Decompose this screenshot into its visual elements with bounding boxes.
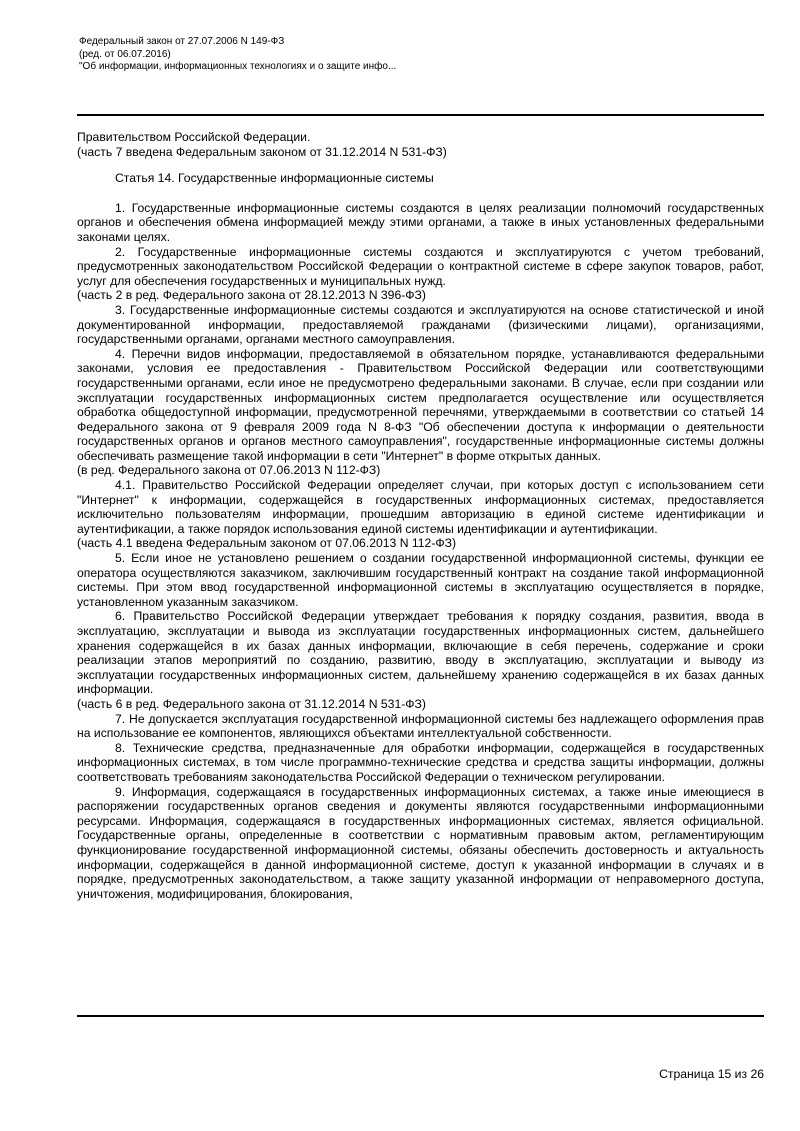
header-revision: (ред. от 06.07.2016) <box>79 48 171 60</box>
paragraph-4-note: (в ред. Федерального закона от 07.06.2013 N 112-ФЗ) <box>77 463 381 478</box>
paragraph-5: 5. Если иное не установлено решением о создании государственной информационной системы, функции ее оператора осуществляются заказчиком, заключившим государственный контракт на создание такой информационной системы. При этом ввод государственной информационной системы в эксплуатацию осуществляется в порядке, установленном указанным заказчиком. <box>77 551 764 609</box>
paragraph-7: 7. Не допускается эксплуатация государственной информационной системы без надлежащего оформления прав на использование ее компонентов, являющихся объектами интеллектуальной собственности. <box>77 711 764 741</box>
document-header <box>79 36 729 74</box>
paragraph-1: 1. Государственные информационные системы создаются в целях реализации полномочий государственных органов и обеспечения обмена информацией между этими органами, а также в иных установленных федеральными законами целях. <box>77 200 764 244</box>
header-divider <box>77 114 764 116</box>
paragraph-8: 8. Технические средства, предназначенные для обработки информации, содержащейся в государственных информационных системах, в том числе программно-технические средства и средства защиты информации, должны соответствовать требованиям законодательства Российской Федерации о техническом регулировании. <box>77 740 764 784</box>
paragraph-6-note: (часть 6 в ред. Федерального закона от 31.12.2014 N 531-ФЗ) <box>77 696 426 711</box>
document-body <box>77 130 764 901</box>
paragraph-4-1-note: (часть 4.1 введена Федеральным законом от 07.06.2013 N 112-ФЗ) <box>77 536 457 551</box>
paragraph-6: 6. Правительство Российской Федерации утверждает требования к порядку создания, развития, ввода в эксплуатацию, эксплуатации и вывода из эксплуатации государственных информационных систем, дальнейшего хранения содержащейся в их базах данных информации, включающие в себя перечень, содержание и сроки реализации этапов мероприятий по созданию, развитию, вводу в эксплуатацию, эксплуатации и выводу из эксплуатации государственных информационных систем, дальнейшему хранению содержащейся в их базах данных информации. <box>77 609 764 697</box>
article-title: Статья 14. Государственные информационные системы <box>115 171 434 186</box>
paragraph-4: 4. Перечни видов информации, предоставляемой в обязательном порядке, устанавливаются федеральными законами, условия ее предоставления - Правительством Российской Федерации или соответствующими государственными органами, если иное не предусмотрено федеральными законами. В случае, если при создании или эксплуатации государственных информационных систем предполагается осуществление или осуществляется обработка общедоступной информации, предусмотренной перечнями, утверждаемыми в соответствии со статьей 14 Федерального закона от 9 февраля 2009 года N 8-ФЗ "Об обеспечении доступа к информации о деятельности государственных органов и органов местного самоуправления", государственные информационные системы должны обеспечивать размещение такой информации в сети "Интернет" в форме открытых данных. <box>77 346 764 463</box>
footer-divider <box>77 1015 764 1017</box>
paragraph-9: 9. Информация, содержащаяся в государственных информационных системах, а также иные имеющиеся в распоряжении государственных органов сведения и документы являются государственными информационными ресурсами. Информация, содержащаяся в государственных информационных системах, является официальной. Государственные органы, определенные в соответствии с нормативным правовым актом, регламентирующим функционирование государственной информационной системы, обязаны обеспечить достоверность и актуальность информации, содержащейся в данной информационной системе, доступ к указанной информации в случаях и в порядке, предусмотренных законодательством, а также защиту указанной информации от неправомерного доступа, уничтожения, модифицирования, блокирования, <box>77 784 764 901</box>
header-law-title: Федеральный закон от 27.07.2006 N 149-ФЗ <box>79 36 285 47</box>
paragraph-3: 3. Государственные информационные системы создаются и эксплуатируются на основе статистической и иной документированной информации, предоставляемой гражданами (физическими лицами), организациями, государственными органами, органами местного самоуправления. <box>77 302 764 347</box>
paragraph-2: 2. Государственные информационные системы создаются и эксплуатируются с учетом требований, предусмотренных законодательством Российской Федерации о контрактной системе в сфере закупок товаров, работ, услуг для обеспечения государственных и муниципальных нужд. <box>77 244 764 288</box>
page-number: Страница 15 из 26 <box>659 1067 764 1081</box>
intro-line: Правительством Российской Федерации. <box>77 130 311 144</box>
paragraph-4-1: 4.1. Правительство Российской Федерации определяет случаи, при которых доступ с использованием сети "Интернет" к информации, содержащейся в государственных информационных системах, предоставляется исключительно пользователям информации, прошедшим авторизацию в единой системе идентификации и аутентификации, а также порядок использования единой системы идентификации и аутентификации. <box>77 478 764 536</box>
paragraph-2-note: (часть 2 в ред. Федерального закона от 28.12.2013 N 396-ФЗ) <box>77 288 426 303</box>
header-law-name: "Об информации, информационных технологиях и о защите инфо... <box>79 61 397 72</box>
intro-note: (часть 7 введена Федеральным законом от 31.12.2014 N 531-ФЗ) <box>77 144 447 159</box>
